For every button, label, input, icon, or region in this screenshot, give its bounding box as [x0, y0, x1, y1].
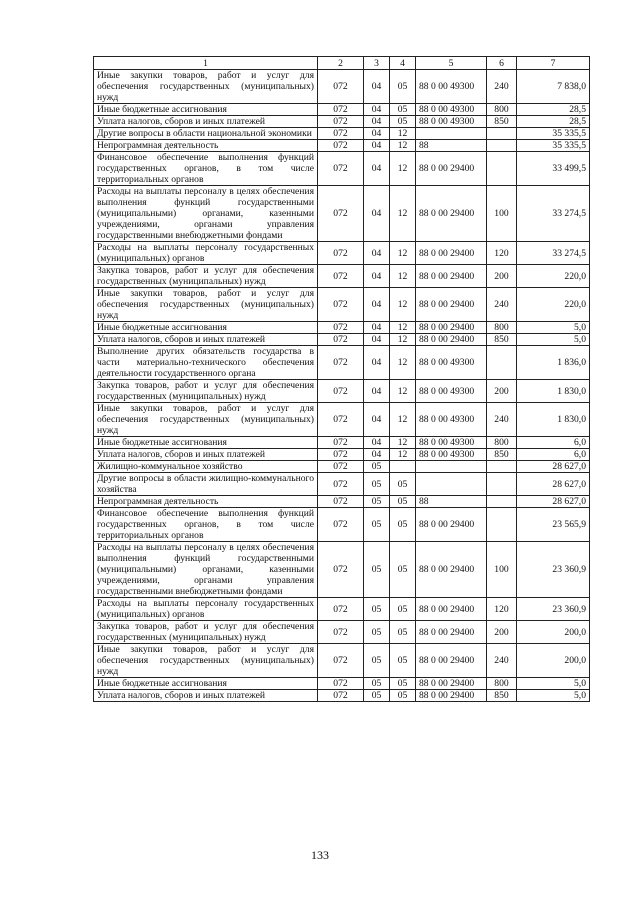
- cell-target-item: 88 0 00 49300: [416, 437, 487, 449]
- cell-expense-type: 100: [487, 542, 517, 598]
- cell-admin-code: 072: [318, 380, 364, 403]
- table-row: [94, 598, 590, 621]
- cell-target-item: 88 0 00 49300: [416, 403, 487, 437]
- table-row: [94, 140, 590, 152]
- cell-expense-type: 850: [487, 334, 517, 346]
- cell-section: 05: [364, 508, 390, 542]
- cell-amount: 220,0: [517, 265, 590, 288]
- cell-description: Закупка товаров, работ и услуг для обеспечения государственных (муниципальных) нужд: [94, 265, 318, 288]
- cell-expense-type: 240: [487, 403, 517, 437]
- cell-subsection: 12: [390, 403, 416, 437]
- cell-description: Иные закупки товаров, работ и услуг для обеспечения государственных (муниципальных) нужд: [94, 288, 318, 322]
- table-row: [94, 288, 590, 322]
- cell-target-item: [416, 461, 487, 473]
- cell-target-item: 88 0 00 29400: [416, 186, 487, 242]
- cell-target-item: 88 0 00 29400: [416, 690, 487, 702]
- cell-section: 05: [364, 598, 390, 621]
- cell-description: Расходы на выплаты персоналу в целях обеспечения выполнения функций государственными (муниципальными) органами, казенными учреждениями, органами управления государственными внебюджетными фондами: [94, 542, 318, 598]
- cell-expense-type: 850: [487, 116, 517, 128]
- cell-target-item: 88 0 00 29400: [416, 542, 487, 598]
- table-row: [94, 542, 590, 598]
- table-row: [94, 644, 590, 678]
- table-row: [94, 403, 590, 437]
- cell-subsection: 12: [390, 265, 416, 288]
- cell-admin-code: 072: [318, 473, 364, 496]
- table-header-row: [94, 57, 590, 70]
- cell-amount: 7 838,0: [517, 70, 590, 104]
- cell-description: Иные бюджетные ассигнования: [94, 437, 318, 449]
- cell-description: Непрограммная деятельность: [94, 140, 318, 152]
- cell-admin-code: 072: [318, 334, 364, 346]
- cell-expense-type: [487, 496, 517, 508]
- cell-admin-code: 072: [318, 496, 364, 508]
- cell-expense-type: 200: [487, 265, 517, 288]
- cell-target-item: [416, 473, 487, 496]
- cell-expense-type: 850: [487, 449, 517, 461]
- cell-section: 04: [364, 152, 390, 186]
- cell-target-item: 88 0 00 29400: [416, 678, 487, 690]
- cell-admin-code: 072: [318, 288, 364, 322]
- table-row: [94, 116, 590, 128]
- cell-section: 04: [364, 242, 390, 265]
- cell-admin-code: 072: [318, 644, 364, 678]
- table-row: [94, 449, 590, 461]
- cell-expense-type: [487, 346, 517, 380]
- cell-subsection: 05: [390, 542, 416, 598]
- cell-admin-code: 072: [318, 437, 364, 449]
- header-col-7: 7: [517, 57, 590, 70]
- header-col-5: 5: [416, 57, 487, 70]
- cell-section: 04: [364, 322, 390, 334]
- cell-subsection: 05: [390, 690, 416, 702]
- cell-section: 05: [364, 621, 390, 644]
- cell-amount: 28 627,0: [517, 461, 590, 473]
- cell-target-item: 88 0 00 49300: [416, 380, 487, 403]
- cell-subsection: 05: [390, 70, 416, 104]
- cell-admin-code: 072: [318, 690, 364, 702]
- cell-target-item: 88 0 00 49300: [416, 70, 487, 104]
- cell-section: 04: [364, 449, 390, 461]
- cell-subsection: 12: [390, 334, 416, 346]
- cell-expense-type: 100: [487, 186, 517, 242]
- cell-expense-type: 240: [487, 644, 517, 678]
- cell-section: 05: [364, 542, 390, 598]
- cell-amount: 35 335,5: [517, 128, 590, 140]
- cell-subsection: 12: [390, 322, 416, 334]
- cell-section: 04: [364, 116, 390, 128]
- cell-admin-code: 072: [318, 461, 364, 473]
- cell-expense-type: 850: [487, 690, 517, 702]
- cell-admin-code: 072: [318, 116, 364, 128]
- cell-section: 05: [364, 690, 390, 702]
- cell-subsection: 12: [390, 242, 416, 265]
- table-row: [94, 104, 590, 116]
- cell-amount: 200,0: [517, 621, 590, 644]
- cell-target-item: 88 0 00 29400: [416, 508, 487, 542]
- header-col-2: 2: [318, 57, 364, 70]
- table-row: [94, 152, 590, 186]
- cell-admin-code: 072: [318, 140, 364, 152]
- cell-description: Закупка товаров, работ и услуг для обеспечения государственных (муниципальных) нужд: [94, 380, 318, 403]
- cell-section: 04: [364, 380, 390, 403]
- cell-target-item: 88 0 00 49300: [416, 104, 487, 116]
- cell-amount: 1 836,0: [517, 346, 590, 380]
- cell-target-item: 88 0 00 49300: [416, 449, 487, 461]
- cell-subsection: 05: [390, 104, 416, 116]
- cell-description: Выполнение других обязательств государства в части материально-технического обеспечения деятельности государственного органа: [94, 346, 318, 380]
- cell-expense-type: 800: [487, 322, 517, 334]
- cell-description: Иные бюджетные ассигнования: [94, 322, 318, 334]
- cell-section: 04: [364, 186, 390, 242]
- cell-description: Закупка товаров, работ и услуг для обеспечения государственных (муниципальных) нужд: [94, 621, 318, 644]
- header-col-1: 1: [94, 57, 318, 70]
- cell-description: Иные закупки товаров, работ и услуг для обеспечения государственных (муниципальных) нужд: [94, 644, 318, 678]
- cell-expense-type: 800: [487, 104, 517, 116]
- cell-section: 05: [364, 678, 390, 690]
- cell-section: 04: [364, 346, 390, 380]
- cell-subsection: 05: [390, 496, 416, 508]
- cell-expense-type: 800: [487, 678, 517, 690]
- cell-expense-type: [487, 152, 517, 186]
- cell-description: Финансовое обеспечение выполнения функций государственных органов, в том числе территориальных органов: [94, 508, 318, 542]
- cell-section: 05: [364, 644, 390, 678]
- table-row: [94, 473, 590, 496]
- cell-subsection: 12: [390, 380, 416, 403]
- cell-target-item: 88 0 00 29400: [416, 598, 487, 621]
- cell-admin-code: 072: [318, 104, 364, 116]
- budget-table: [93, 56, 590, 702]
- cell-amount: 23 360,9: [517, 598, 590, 621]
- cell-description: Расходы на выплаты персоналу государственных (муниципальных) органов: [94, 242, 318, 265]
- cell-target-item: 88 0 00 49300: [416, 116, 487, 128]
- cell-expense-type: 240: [487, 288, 517, 322]
- table-row: [94, 690, 590, 702]
- cell-subsection: 12: [390, 152, 416, 186]
- table-row: [94, 678, 590, 690]
- cell-section: 04: [364, 334, 390, 346]
- table-row: [94, 496, 590, 508]
- cell-target-item: 88 0 00 29400: [416, 152, 487, 186]
- cell-subsection: 05: [390, 598, 416, 621]
- cell-target-item: 88 0 00 49300: [416, 346, 487, 380]
- cell-amount: 5,0: [517, 690, 590, 702]
- cell-description: Иные закупки товаров, работ и услуг для обеспечения государственных (муниципальных) нужд: [94, 70, 318, 104]
- cell-amount: 1 830,0: [517, 380, 590, 403]
- cell-subsection: 05: [390, 644, 416, 678]
- cell-target-item: 88 0 00 29400: [416, 334, 487, 346]
- cell-description: Финансовое обеспечение выполнения функций государственных органов, в том числе территориальных органов: [94, 152, 318, 186]
- table-row: [94, 621, 590, 644]
- cell-amount: 28 627,0: [517, 496, 590, 508]
- cell-subsection: 12: [390, 140, 416, 152]
- header-col-3: 3: [364, 57, 390, 70]
- cell-admin-code: 072: [318, 186, 364, 242]
- cell-section: 04: [364, 140, 390, 152]
- table-row: [94, 508, 590, 542]
- cell-expense-type: [487, 128, 517, 140]
- table-row: [94, 322, 590, 334]
- cell-target-item: 88: [416, 496, 487, 508]
- cell-amount: 5,0: [517, 678, 590, 690]
- cell-expense-type: [487, 140, 517, 152]
- table-row: [94, 346, 590, 380]
- cell-admin-code: 072: [318, 70, 364, 104]
- cell-section: 05: [364, 473, 390, 496]
- cell-expense-type: [487, 473, 517, 496]
- cell-subsection: 05: [390, 621, 416, 644]
- cell-expense-type: 200: [487, 380, 517, 403]
- cell-amount: 35 335,5: [517, 140, 590, 152]
- cell-subsection: 12: [390, 449, 416, 461]
- cell-description: Жилищно-коммунальное хозяйство: [94, 461, 318, 473]
- cell-section: 04: [364, 70, 390, 104]
- cell-admin-code: 072: [318, 449, 364, 461]
- header-col-4: 4: [390, 57, 416, 70]
- cell-section: 04: [364, 128, 390, 140]
- cell-amount: 28,5: [517, 104, 590, 116]
- cell-description: Непрограммная деятельность: [94, 496, 318, 508]
- cell-admin-code: 072: [318, 598, 364, 621]
- cell-admin-code: 072: [318, 621, 364, 644]
- cell-expense-type: 240: [487, 70, 517, 104]
- cell-description: Другие вопросы в области национальной экономики: [94, 128, 318, 140]
- cell-target-item: 88 0 00 29400: [416, 242, 487, 265]
- cell-description: Иные закупки товаров, работ и услуг для обеспечения государственных (муниципальных) нужд: [94, 403, 318, 437]
- cell-description: Расходы на выплаты персоналу государственных (муниципальных) органов: [94, 598, 318, 621]
- table-row: [94, 461, 590, 473]
- cell-target-item: 88 0 00 29400: [416, 621, 487, 644]
- cell-description: Уплата налогов, сборов и иных платежей: [94, 690, 318, 702]
- cell-admin-code: 072: [318, 678, 364, 690]
- cell-amount: 1 830,0: [517, 403, 590, 437]
- cell-subsection: 12: [390, 128, 416, 140]
- cell-amount: 6,0: [517, 437, 590, 449]
- cell-description: Иные бюджетные ассигнования: [94, 678, 318, 690]
- cell-expense-type: 200: [487, 621, 517, 644]
- cell-admin-code: 072: [318, 403, 364, 437]
- cell-admin-code: 072: [318, 152, 364, 186]
- cell-subsection: [390, 461, 416, 473]
- table-row: [94, 70, 590, 104]
- cell-subsection: 05: [390, 116, 416, 128]
- cell-target-item: [416, 128, 487, 140]
- cell-subsection: 12: [390, 346, 416, 380]
- cell-description: Уплата налогов, сборов и иных платежей: [94, 116, 318, 128]
- cell-amount: 23 360,9: [517, 542, 590, 598]
- cell-admin-code: 072: [318, 322, 364, 334]
- cell-section: 04: [364, 437, 390, 449]
- cell-expense-type: [487, 461, 517, 473]
- cell-section: 04: [364, 288, 390, 322]
- cell-section: 04: [364, 265, 390, 288]
- table-body: [94, 70, 590, 702]
- cell-section: 05: [364, 461, 390, 473]
- cell-section: 04: [364, 403, 390, 437]
- cell-description: Уплата налогов, сборов и иных платежей: [94, 449, 318, 461]
- cell-subsection: 05: [390, 473, 416, 496]
- cell-admin-code: 072: [318, 128, 364, 140]
- table-row: [94, 128, 590, 140]
- cell-amount: 200,0: [517, 644, 590, 678]
- cell-description: Иные бюджетные ассигнования: [94, 104, 318, 116]
- cell-description: Уплата налогов, сборов и иных платежей: [94, 334, 318, 346]
- cell-amount: 28,5: [517, 116, 590, 128]
- cell-amount: 33 274,5: [517, 242, 590, 265]
- cell-admin-code: 072: [318, 242, 364, 265]
- cell-subsection: 05: [390, 678, 416, 690]
- table-row: [94, 334, 590, 346]
- table-row: [94, 242, 590, 265]
- cell-amount: 220,0: [517, 288, 590, 322]
- cell-expense-type: 120: [487, 242, 517, 265]
- table-row: [94, 186, 590, 242]
- header-col-6: 6: [487, 57, 517, 70]
- cell-section: 04: [364, 104, 390, 116]
- table-row: [94, 437, 590, 449]
- cell-amount: 6,0: [517, 449, 590, 461]
- cell-subsection: 12: [390, 186, 416, 242]
- cell-section: 05: [364, 496, 390, 508]
- cell-target-item: 88 0 00 29400: [416, 322, 487, 334]
- cell-target-item: 88 0 00 29400: [416, 644, 487, 678]
- cell-expense-type: 800: [487, 437, 517, 449]
- cell-target-item: 88 0 00 29400: [416, 288, 487, 322]
- cell-description: Расходы на выплаты персоналу в целях обеспечения выполнения функций государственными (муниципальными) органами, казенными учреждениями, органами управления государственными внебюджетными фондами: [94, 186, 318, 242]
- cell-admin-code: 072: [318, 508, 364, 542]
- table-row: [94, 380, 590, 403]
- cell-amount: 33 499,5: [517, 152, 590, 186]
- table-row: [94, 265, 590, 288]
- cell-admin-code: 072: [318, 265, 364, 288]
- cell-target-item: 88 0 00 29400: [416, 265, 487, 288]
- cell-admin-code: 072: [318, 542, 364, 598]
- page-number: 133: [311, 848, 329, 862]
- cell-amount: 33 274,5: [517, 186, 590, 242]
- cell-amount: 5,0: [517, 334, 590, 346]
- cell-subsection: 12: [390, 288, 416, 322]
- cell-amount: 5,0: [517, 322, 590, 334]
- cell-subsection: 12: [390, 437, 416, 449]
- cell-admin-code: 072: [318, 346, 364, 380]
- cell-subsection: 05: [390, 508, 416, 542]
- cell-target-item: 88: [416, 140, 487, 152]
- cell-description: Другие вопросы в области жилищно-коммунального хозяйства: [94, 473, 318, 496]
- cell-amount: 23 565,9: [517, 508, 590, 542]
- cell-amount: 28 627,0: [517, 473, 590, 496]
- cell-expense-type: [487, 508, 517, 542]
- cell-expense-type: 120: [487, 598, 517, 621]
